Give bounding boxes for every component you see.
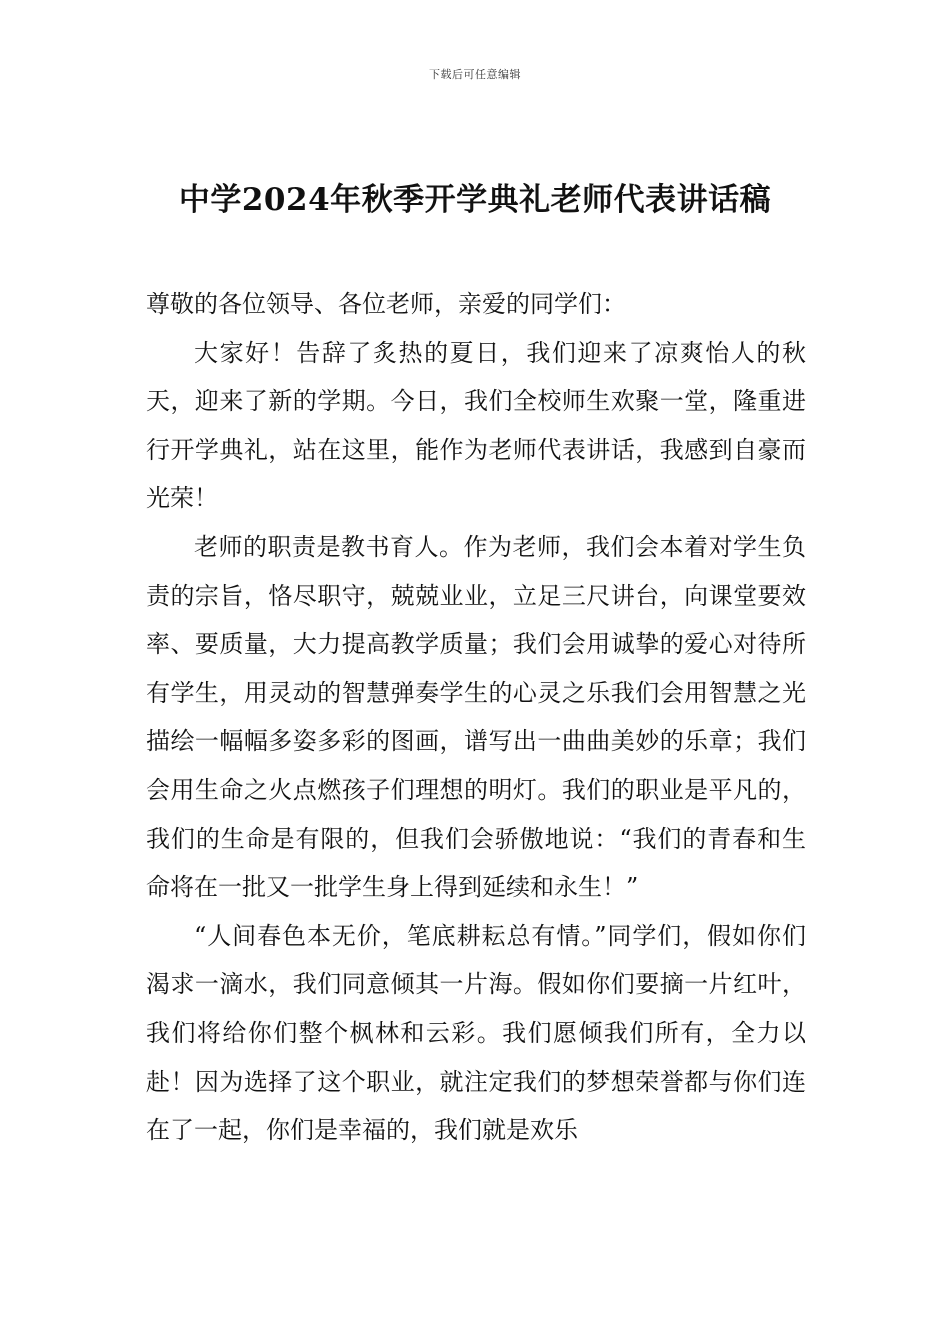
salutation: 尊敬的各位领导、各位老师，亲爱的同学们： [146,290,626,318]
paragraph-commitment: “人间春色本无价，笔底耕耘总有情。”同学们，假如你们渴求一滴水，我们同意倾其一片海。假如你们要摘一片红叶，我们将给你们整个枫林和云彩。我们愿倾我们所有，全力以赴！因为选择了这个职业，就注定我们的梦想荣誉都与你们连在了一起，你们是幸福的，我们就是欢乐 [146,921,806,1145]
paragraph-teacher-duty: 老师的职责是教书育人。作为老师，我们会本着对学生负责的宗旨，恪尽职守，兢兢业业，立足三尺讲台，向课堂要效率、要质量，大力提高教学质量；我们会用诚挚的爱心对待所有学生，用灵动的智慧弹奏学生的心灵之乐我们会用智慧之光描绘一幅幅多姿多彩的图画，谱写出一曲曲美妙的乐章；我们会用生命之火点燃孩子们理想的明灯。我们的职业是平凡的，我们的生命是有限的，但我们会骄傲地说：“我们的青春和生命将在一批又一批学生身上得到延续和永生！” [146,532,806,902]
document-body [146,280,806,1155]
document-title: 中学2024年秋季开学典礼老师代表讲话稿 [178,182,772,218]
paragraph-greeting: 大家好！告辞了炙热的夏日，我们迎来了凉爽怡人的秋天，迎来了新的学期。今日，我们全校师生欢聚一堂，隆重进行开学典礼，站在这里，能作为老师代表讲话，我感到自豪而光荣！ [146,338,806,513]
page-header-note: 下载后可任意编辑 [429,68,521,81]
